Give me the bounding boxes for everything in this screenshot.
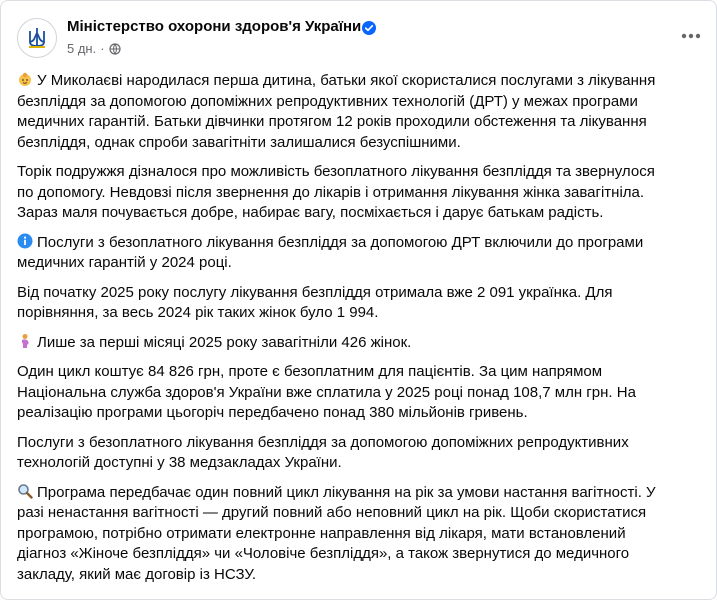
post-meta	[67, 41, 121, 56]
page-avatar[interactable]	[17, 18, 57, 58]
paragraph-line: Послуги з безоплатного лікування безпліддя за допомогою допоміжних репродуктивних	[17, 433, 629, 451]
paragraph-line: Лише за перші місяці 2025 року завагітніли 426 жінок.	[37, 333, 412, 351]
baby-emoji-icon	[17, 71, 33, 87]
paragraph-line: разі ненастання вагітності — другий повний або неповний цикл на рік. Щоби скористатися	[17, 504, 647, 521]
paragraph-line: безпліддя, однак спроби завагітніти залишалися безуспішними.	[17, 133, 461, 151]
post-paragraph	[17, 71, 697, 153]
post-paragraph	[17, 483, 697, 586]
paragraph-line: Від початку 2025 року послугу лікування безпліддя отримала вже 2 091 українка. Для	[17, 283, 613, 301]
post-paragraph	[17, 333, 697, 354]
more-horizontal-icon	[681, 33, 701, 39]
post-paragraph	[17, 162, 697, 224]
pregnant-woman-emoji-icon	[17, 333, 33, 349]
paragraph-line: Національна служба здоров'я України вже сплатила у 2025 році понад 108,7 млн грн. На	[17, 383, 636, 401]
post-paragraph	[17, 433, 697, 474]
paragraph-line: програмою, потрібно отримати електронне направлення від лікаря, мати встановлений	[17, 524, 626, 542]
paragraph-line: реалізацію програми цьогоріч передбачено понад 380 мільйонів гривень.	[17, 404, 528, 421]
post-header	[17, 14, 703, 62]
post-paragraph	[17, 233, 697, 274]
magnifier-emoji-icon	[17, 483, 33, 499]
paragraph-line: медичних гарантій у 2024 році.	[17, 254, 232, 271]
post-paragraph	[17, 362, 697, 424]
paragraph-line: по допомогу. Невдовзі після звернення до лікарів і отримання лікування жінка завагітніла.	[17, 183, 645, 201]
paragraph-line: медичних гарантій. Батьки дівчинки протягом 12 років проходили обстеження та лікування	[17, 113, 647, 130]
more-options-button[interactable]	[679, 24, 703, 48]
paragraph-line: Програма передбачає один повний цикл лікування на рік за умови настання вагітності. У	[37, 483, 656, 501]
paragraph-line: Один цикл коштує 84 826 грн, проте є безоплатним для пацієнтів. За цим напрямом	[17, 363, 603, 380]
trident-logo-icon	[27, 27, 47, 49]
paragraph-line: Торік подружжя дізналося про можливість безоплатного лікування безпліддя та звернулося	[17, 163, 655, 180]
paragraph-line: Зараз маля почувається добре, набирає вагу, посміхається і дарує батькам радість.	[17, 204, 604, 221]
paragraph-line: технологій доступні у 38 медзакладах України.	[17, 454, 342, 471]
paragraph-line: Послуги з безоплатного лікування безпліддя за допомогою ДРТ включили до програми	[37, 233, 644, 251]
paragraph-line: безпліддя за допомогою допоміжних репродуктивних технологій (ДРТ) у межах програми	[17, 92, 638, 110]
globe-icon	[109, 43, 121, 55]
page-name[interactable]: Міністерство охорони здоров'я України	[67, 18, 362, 35]
meta-separator: ·	[100, 41, 105, 56]
verified-badge-icon	[362, 21, 376, 35]
post-paragraph	[17, 283, 697, 324]
post-time[interactable]: 5 дн.	[67, 41, 97, 56]
post-body	[17, 71, 697, 594]
paragraph-line: У Миколаєві народилася перша дитина, батьки якої скористалися послугами з лікування	[37, 72, 656, 89]
paragraph-line: діагноз «Жіноче безпліддя» чи «Чоловіче безпліддя», а також звернутися до медичного	[17, 545, 630, 562]
info-icon	[17, 233, 33, 249]
paragraph-line: закладу, який має договір із НСЗУ.	[17, 565, 257, 583]
paragraph-line: порівняння, за весь 2024 рік таких жінок було 1 994.	[17, 304, 379, 321]
